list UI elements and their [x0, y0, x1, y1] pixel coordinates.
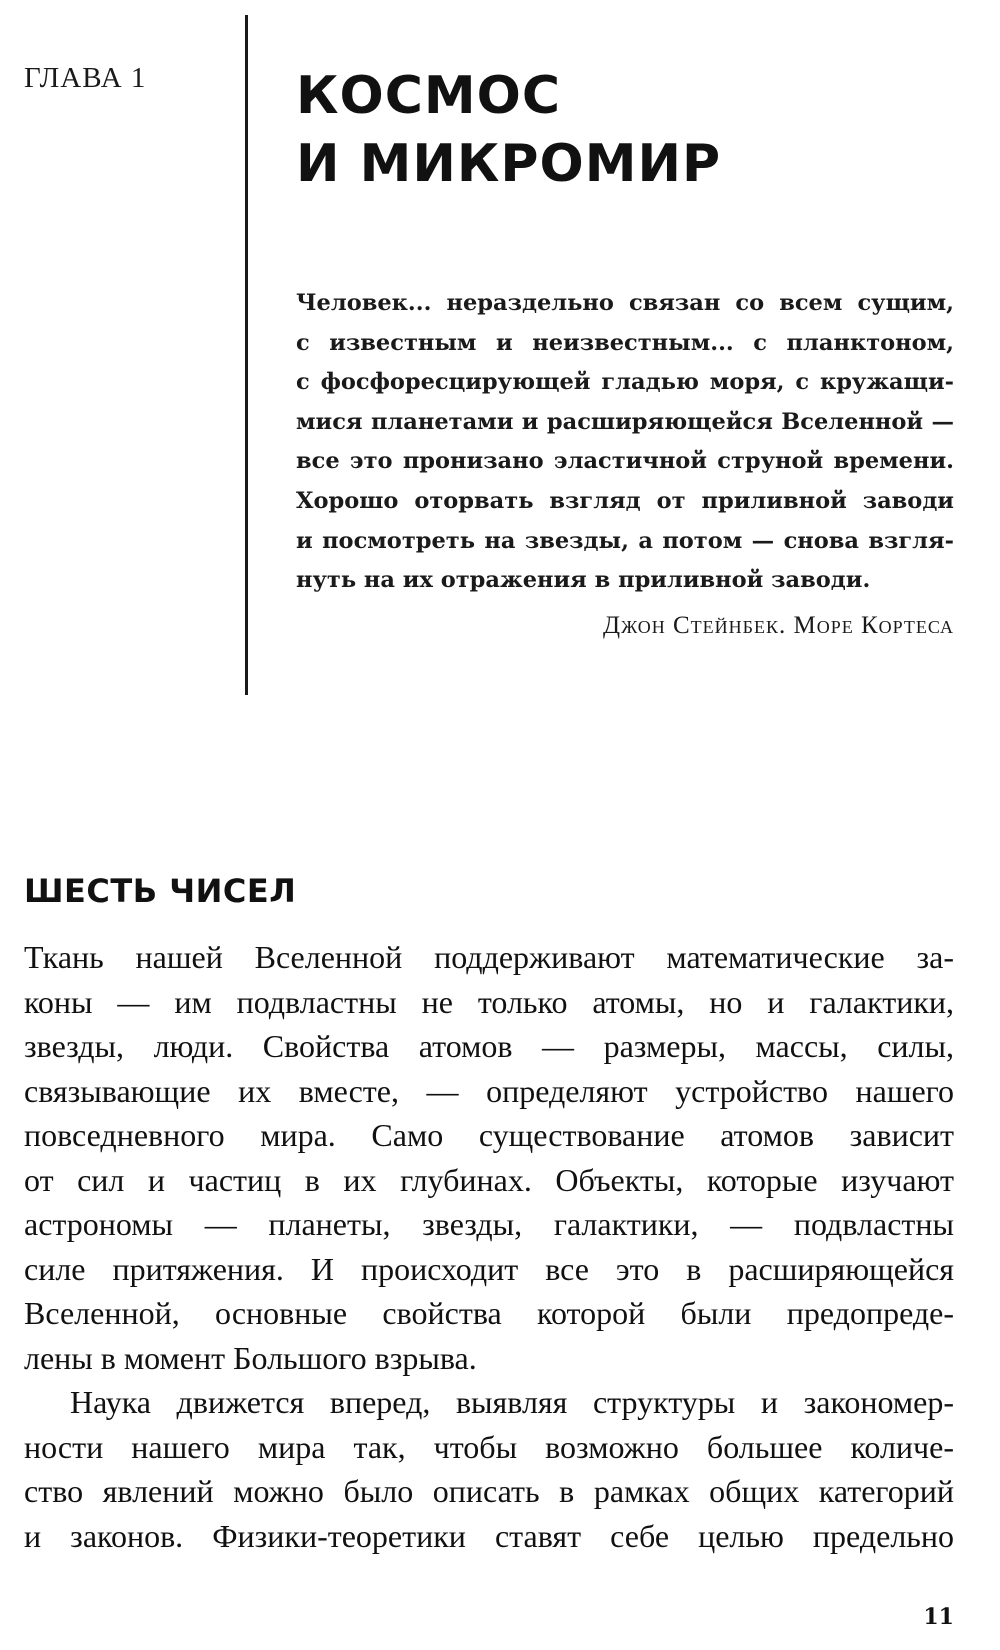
epigraph-line: нуть на их отражения в приливной заводи. — [296, 567, 871, 594]
chapter-label: ГЛАВА 1 — [24, 62, 147, 94]
body-line: от сил и частиц в их глубинах. Объекты, которые изучают — [24, 1161, 954, 1198]
body-line: звезды, люди. Свойства атомов — размеры, массы, силы, — [24, 1028, 954, 1064]
body-line: связывающие их вместе, — определяют устройство нашего — [24, 1072, 954, 1109]
body-line: силе притяжения. И происходит все это в расширяющейся — [24, 1250, 954, 1287]
epigraph — [296, 284, 954, 601]
body-line: повседневного мира. Само существование атомов зависит — [24, 1117, 954, 1153]
chapter-title-line: КОСМОС — [296, 66, 561, 126]
epigraph-line: с известным и неизвестным... с планктоном, — [296, 329, 954, 356]
epigraph-line: мися планетами и расширяющейся Вселенной — — [296, 408, 954, 435]
section-title: ШЕСТЬ ЧИСЕЛ — [24, 872, 297, 910]
body-text — [24, 935, 954, 1558]
page-number: 11 — [923, 1604, 954, 1630]
body-line: коны — им подвластны не только атомы, но и галактики, — [24, 983, 954, 1020]
vertical-divider — [245, 15, 248, 695]
body-line: астрономы — планеты, звезды, галактики, — подвластны — [24, 1206, 954, 1242]
epigraph-line: все это пронизано эластичной струной времени. — [296, 448, 954, 475]
body-line: лены в момент Большого взрыва. — [24, 1339, 477, 1376]
body-line: Наука движется вперед, выявляя структуры и закономер- — [70, 1384, 954, 1420]
epigraph-line: и посмотреть на звезды, а потом — снова взгля- — [296, 527, 954, 554]
epigraph-line: с фосфоресцирующей гладью моря, с кружащи- — [296, 369, 954, 396]
epigraph-attribution: Джон Стейнбек. Море Кортеса — [603, 612, 954, 639]
body-line: Ткань нашей Вселенной поддерживают математические за- — [24, 939, 954, 975]
body-line: ности нашего мира так, чтобы возможно большее количе- — [24, 1428, 954, 1465]
epigraph-line: Человек... нераздельно связан со всем сущим, — [296, 290, 954, 316]
body-line: и законов. Физики-теоретики ставят себе целью предельно — [24, 1517, 954, 1554]
epigraph-line: Хорошо оторвать взгляд от приливной заводи — [296, 487, 954, 514]
body-line: Вселенной, основные свойства которой были предопреде- — [24, 1295, 954, 1331]
chapter-title-line: И МИКРОМИР — [296, 134, 722, 194]
body-line: ство явлений можно было описать в рамках общих категорий — [24, 1473, 954, 1509]
chapter-title — [296, 62, 721, 198]
